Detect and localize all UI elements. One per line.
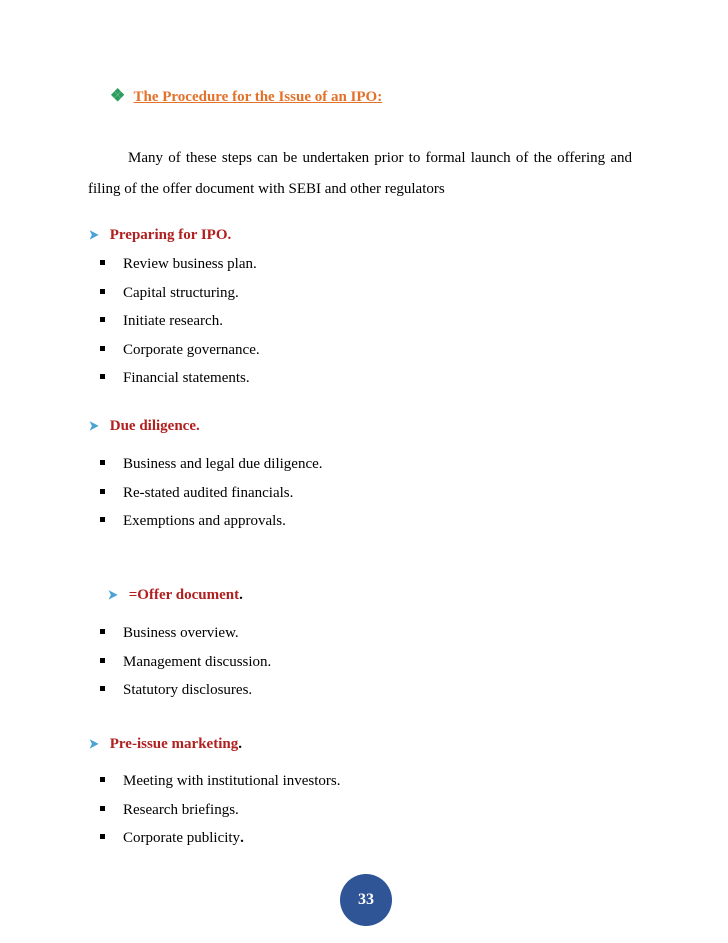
- list-item: Capital structuring.: [100, 285, 260, 314]
- arrow-right-icon: ➤: [88, 736, 99, 751]
- preparing-list: [100, 256, 260, 399]
- arrow-right-icon: ➤: [88, 227, 99, 242]
- section-title: Due diligence.: [109, 418, 200, 434]
- list-item: Research briefings.: [100, 802, 341, 831]
- square-bullet-icon: [100, 489, 105, 494]
- square-bullet-icon: [100, 260, 105, 265]
- section-title: Pre-issue marketing: [109, 736, 239, 752]
- section-pre-issue-marketing: [88, 736, 242, 753]
- square-bullet-icon: [100, 374, 105, 379]
- list-item: Corporate publicity.: [100, 830, 341, 859]
- section-preparing-for-ipo: [88, 227, 231, 244]
- list-item: Review business plan.: [100, 256, 260, 285]
- list-item: Initiate research.: [100, 313, 260, 342]
- arrow-right-icon: ➤: [107, 587, 118, 602]
- list-item: Statutory disclosures.: [100, 682, 271, 711]
- section-offer-document: [107, 587, 243, 604]
- intro-paragraph: Many of these steps can be undertaken prior to formal launch of the offering and filing of the offer document with SEBI and other regulators: [88, 150, 632, 197]
- list-item: Business and legal due diligence.: [100, 456, 323, 485]
- square-bullet-icon: [100, 317, 105, 322]
- square-bullet-icon: [100, 629, 105, 634]
- section-due-diligence: [88, 418, 200, 435]
- section-title: =Offer document: [128, 587, 240, 603]
- square-bullet-icon: [100, 517, 105, 522]
- square-bullet-icon: [100, 777, 105, 782]
- section-heading: [110, 86, 382, 106]
- section-title: Preparing for IPO.: [109, 227, 232, 243]
- square-bullet-icon: [100, 806, 105, 811]
- arrow-right-icon: ➤: [88, 418, 99, 433]
- due-diligence-list: [100, 456, 323, 542]
- list-item: Financial statements.: [100, 370, 260, 399]
- page-number-badge: 33: [340, 874, 392, 926]
- list-item: Management discussion.: [100, 654, 271, 683]
- square-bullet-icon: [100, 834, 105, 839]
- square-bullet-icon: [100, 658, 105, 663]
- list-item: Re-stated audited financials.: [100, 485, 323, 514]
- list-item: Meeting with institutional investors.: [100, 773, 341, 802]
- section-title-suffix: .: [238, 736, 242, 752]
- diamond-four-icon: ❖: [110, 86, 126, 105]
- section-title-suffix: .: [239, 587, 243, 603]
- square-bullet-icon: [100, 289, 105, 294]
- section-heading-text: The Procedure for the Issue of an IPO:: [133, 89, 383, 105]
- pre-issue-marketing-list: [100, 773, 341, 859]
- list-item: Corporate governance.: [100, 342, 260, 371]
- square-bullet-icon: [100, 346, 105, 351]
- square-bullet-icon: [100, 686, 105, 691]
- offer-document-list: [100, 625, 271, 711]
- square-bullet-icon: [100, 460, 105, 465]
- list-item: Exemptions and approvals.: [100, 513, 323, 542]
- list-item: Business overview.: [100, 625, 271, 654]
